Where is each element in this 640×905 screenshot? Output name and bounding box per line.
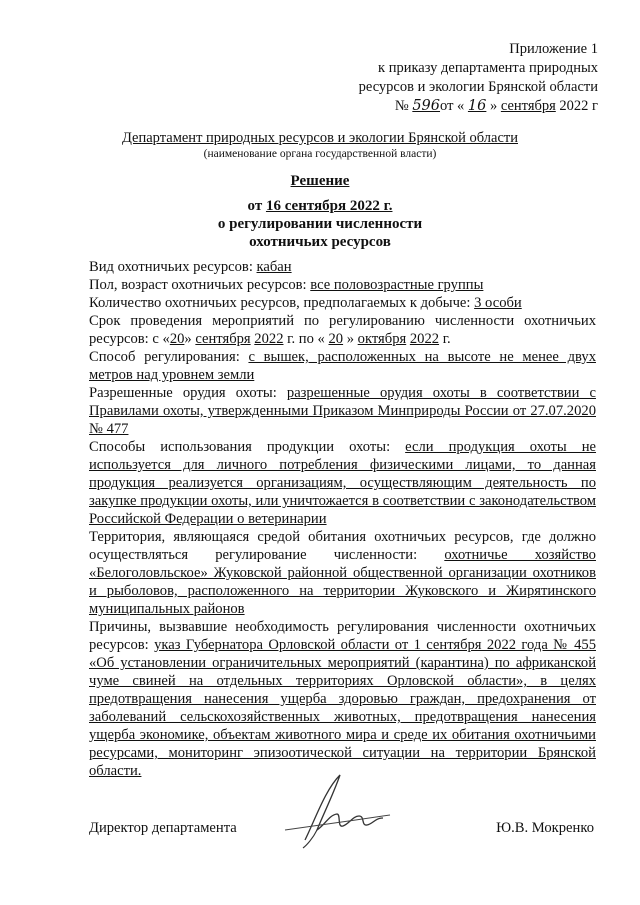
field-species: Вид охотничьих ресурсов: кабан [89, 259, 292, 275]
appendix-title: Приложение 1 [509, 41, 598, 57]
appendix-order-line: к приказу департамента природных [378, 60, 598, 76]
signatory-name: Ю.В. Мокренко [496, 820, 594, 836]
signatory-position: Директор департамента [89, 820, 237, 836]
field-quantity: Количество охотничьих ресурсов, предполагаемых к добыче: 3 особи [89, 295, 522, 311]
field-sex-age: Пол, возраст охотничьих ресурсов: все половозрастные группы [89, 277, 484, 293]
field-territory: Территория, являющаяся средой обитания охотничьих ресурсов, где должно осуществляться регулирование численности: охотничье хозяйство «Белоголовльское» Жуковской районной общественной организации охотников и рыболовов, расположенного на территории Жуковского и Жирятинского муниципальных районов [89, 529, 596, 617]
order-day-handwritten: 16 [467, 98, 487, 114]
appendix-org-line: ресурсов и экологии Брянской области [358, 79, 598, 95]
order-month: сентября [500, 98, 556, 114]
field-usage: Способы использования продукции охоты: если продукция охоты не используется для личного потребления физическими лицами, то данная продукция реализуется организациям, осуществляющим деятельность по закупке продукции охоты, или уничтожается в соответствии с законодательством Российской Федерации о ветеринарии [89, 439, 597, 527]
decision-heading: Решение [290, 173, 350, 189]
decision-date: от 16 сентября 2022 г. [247, 198, 393, 214]
appendix-order-number: № 596от « 16 » сентября 2022 г [394, 98, 598, 114]
field-method: Способ регулирования: с вышек, расположенных на высоте не менее двух метров над уровнем земли [89, 349, 596, 383]
decision-subject-line2: охотничьих ресурсов [249, 234, 391, 250]
department-subtitle: (наименование органа государственной власти) [203, 148, 437, 160]
decision-body [89, 258, 596, 780]
appendix-header [318, 40, 598, 116]
field-period: Срок проведения мероприятий по регулированию численности охотничьих ресурсов: с «20» сентября 2022 г. по « 20 » октября 2022 г. [89, 313, 596, 347]
field-reasons: Причины, вызвавшие необходимость регулирования численности охотничьих ресурсов: указ Губернатора Орловской области от 1 сентября 2022 года № 455 «Об установлении ограничительных мероприятий (карантина) по африканской чуме свиней на отдельных территориях Орловской области», в целях предотвращения нанесения ущерба здоровью граждан, предохранения от заболеваний сельскохозяйственных животных, предотвращения нанесения ущерба экономике, объектам животного мира и среде их обитания охотничьими ресурсами, мониторинг эпизоотической ситуации на территории Брянской области. [89, 619, 596, 779]
field-weapons: Разрешенные орудия охоты: разрешенные орудия охоты в соответствии с Правилами охоты, утвержденными Приказом Минприроды России от 27.07.2020 № 477 [89, 385, 596, 437]
decision-subject-line1: о регулировании численности [217, 216, 423, 232]
department-name: Департамент природных ресурсов и экологии Брянской области [121, 130, 518, 146]
handwritten-signature [245, 770, 395, 855]
order-number-handwritten: 596 [412, 98, 441, 114]
